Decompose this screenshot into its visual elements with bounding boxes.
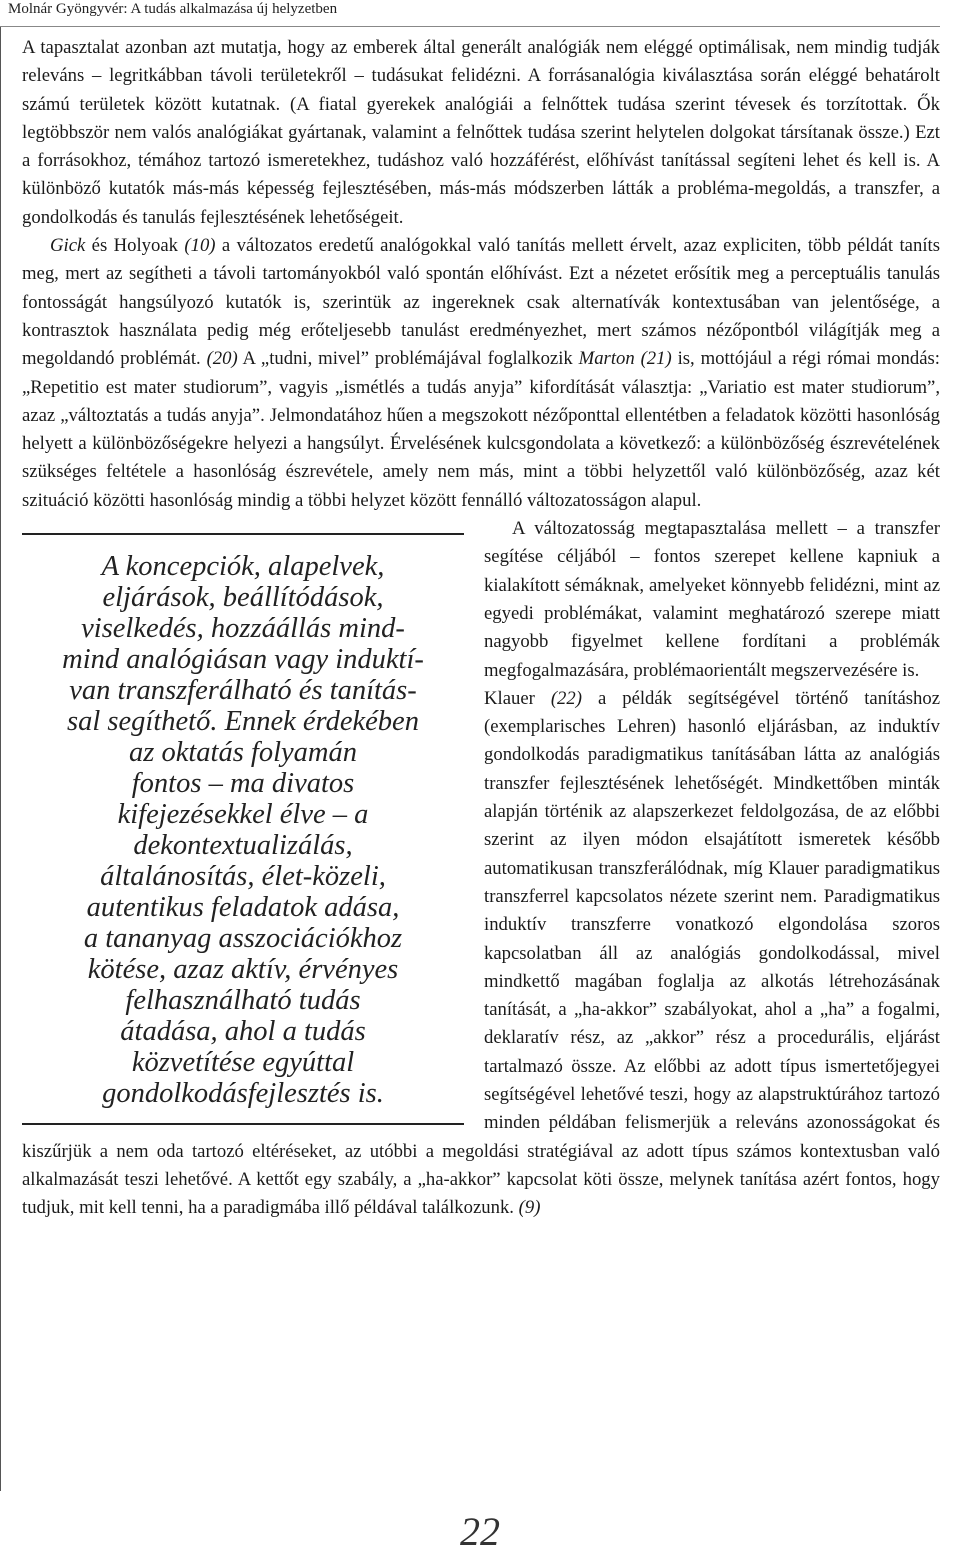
reference-text: (10) (184, 235, 216, 257)
pull-quote-line: gondolkodásfejlesztés is. (102, 1078, 384, 1110)
reference-text: Gick (50, 235, 86, 257)
pull-quote (22, 533, 464, 1125)
reference-text: Marton (21) (578, 348, 672, 370)
pull-quote-line: A koncepciók, alapelvek, (101, 551, 385, 583)
text-segment: A tapasztalat azonban azt mutatja, hogy az emberek által generált analógiák nem eléggé optimálisak, nem mindig tudják releváns – legritkábban távoli területekről – tudásukat felidézni. A forrásanalógia kiválasztása során eléggé behatárolt számú területek között kutatnak. (A fiatal gyerekek analógiái a felnőttek tudása szerint tévesek és torzítottak. Ők legtöbbször nem valós analógiákat gyártanak, valamint a felnőttek tudása szerint helytelen dolgokat társítanak össze.) Ezt a forrásokhoz, témához tartozó ismeretekhez, tudáshoz való hozzáférést, előhívást tanítással segíteni lehet és kell is. A különböző kutatók más-más képesség fejlesztésében, más-más módszerben látták a probléma-megoldás, a transzfer, a gondolkodás és tanulás fejlesztésének lehetőségeit. (22, 37, 940, 228)
text-segment: és Holyoak (85, 235, 185, 257)
pull-quote-line: a tananyag asszociációkhoz (83, 923, 403, 955)
text-segment: a változatos eredetű analógokkal való tanítás mellett érvelt, azaz expliciten, több példát taníts meg, mert az segítheti a távoli tartományokból való spontán előhívást. Ezt a nézetet erősítik meg a perceptuális tanulás fontosságát hangsúlyozó kutatók is, szerintük az ingereknek csak alternatívák kontextusában van jelentősége, a kontrasztok használata pedig még erőteljesebb tanulást eredményezhet, mert számos nézőpontból világítják meg a megoldandó problémát. (22, 235, 940, 370)
pull-quote-line: közvetítése egyúttal (131, 1047, 355, 1079)
pull-quote-line: általánosítás, élet-közeli, (100, 861, 386, 893)
pull-quote-line: eljárások, beállítódások, (102, 582, 384, 614)
pull-quote-line: van transzferálható és tanítás- (69, 675, 417, 707)
pull-quote-line: dekontextualizálás, (133, 830, 353, 862)
reference-text: (22) (550, 687, 582, 709)
pull-quote-line: az oktatás folyamán (129, 737, 357, 769)
pull-quote-line: kötése, azaz aktív, érvényes (87, 954, 399, 986)
article-body (22, 34, 940, 1222)
pull-quote-line: átadása, ahol a tudás (120, 1016, 366, 1048)
reference-text: (9) (518, 1197, 541, 1219)
running-header: Molnár Gyöngyvér: A tudás alkalmazása új helyzetben (8, 1, 338, 17)
text-segment: A változatosság megtapasztalása mellett – a transzfer segítése céljából – fontos szerepet kellene kapniuk a kialakított sémáknak, amelyeket könnyebb felidézni, mint az egyedi problémákat, valamint meghatározó szerepe miatt nagyobb figyelmet kellene fordítani a problémák megfogalmazására, problémaorientált megszervezésére is. (484, 518, 940, 681)
left-margin-rule (0, 26, 1, 1491)
page-number: 22 (460, 1509, 500, 1554)
pull-quote-line: fontos – ma divatos (131, 768, 355, 800)
paragraph-2 (22, 232, 940, 515)
header-rule (0, 26, 940, 27)
text-segment: A „tudni, mivel” problémájával foglalkozik (237, 348, 579, 370)
text-segment: Klauer (484, 687, 551, 709)
pull-quote-line: viselkedés, hozzáállás mind- (81, 613, 405, 645)
pull-quote-line: kifejezésekkel élve – a (117, 799, 369, 831)
reference-text: (20) (206, 348, 238, 370)
text-segment: is, mottójául a régi római mondás: „Repetitio est mater studiorum”, vagyis „ismétlés a tudás anyja” kifordítását választja: „Variatio est mater studiorum”, azaz „változtatás a tudás anyja”. Jelmondatához hűen a megszokott nézőponttal ellentétben a feladatok közötti hasonlóság helyett a különbözőségekre helyezi a hangsúlyt. Érvelésének kulcsgondolata a következő: a különbözőség észrevételének szükséges feltétele a hasonlóság észrevétele, amely nem más, mint a többi helyzettől való különbözőség, azaz két szituáció közötti hasonlóság mindig a többi helyzet között fennálló változatosságon alapul. (22, 348, 940, 511)
pull-quote-line: mind analógiásan vagy induktí- (62, 644, 424, 676)
paragraph-1 (22, 34, 940, 232)
pull-quote-line: autentikus feladatok adása, (86, 892, 400, 924)
pull-quote-line: felhasználható tudás (125, 985, 361, 1017)
pull-quote-line: sal segíthető. Ennek érdekében (67, 706, 419, 738)
text-segment: a példák segítségével történő tanításhoz (exemplarisches Lehren) hasonló eljárásban, az induktív gondolkodás paradigmatikus tanításában látta az analógiás transzfer fejlesztésének lehetőségét. Mindkettőben minták alapján történik az alapszerkezet feldolgozása, de az előbbi szerint az ilyen módon elsajátított ismeretek később automatikusan transzferálódnak, míg Klauer paradigmatikus transzferrel kapcsolatos nézete szerint nem. Paradigmatikus induktív transzferre vonatkozó elgondolása szoros kapcsolatban áll az analógiás gondolkodással, mivel mindkettő magában foglalja az alkotás létrehozásának tanítását, a „ha-akkor” szabályokat, ahol a „ha” a fogalmi, deklaratív rész, az „akkor” rész a procedurális, eljárást tartalmazó össze. Az előbbi az adott típus ismertetőjegyei segítségével lehetővé teszi, hogy az alapstruktúrához tartozó minden példában felismerjük a releváns azonosságokat és kiszűrjük a nem oda tartozó eltéréseket, az utóbbi a megoldási stratégiával az adott típus számos kontextusban való alkalmazását teszi lehetővé. A kettőt egy szabály, a „ha-akkor” kapcsolat köti össze, melynek tanítása azért fontos, hogy tudjuk, mit kell tenni, ha a paradigmába illő példával találkozunk. (22, 687, 940, 1219)
